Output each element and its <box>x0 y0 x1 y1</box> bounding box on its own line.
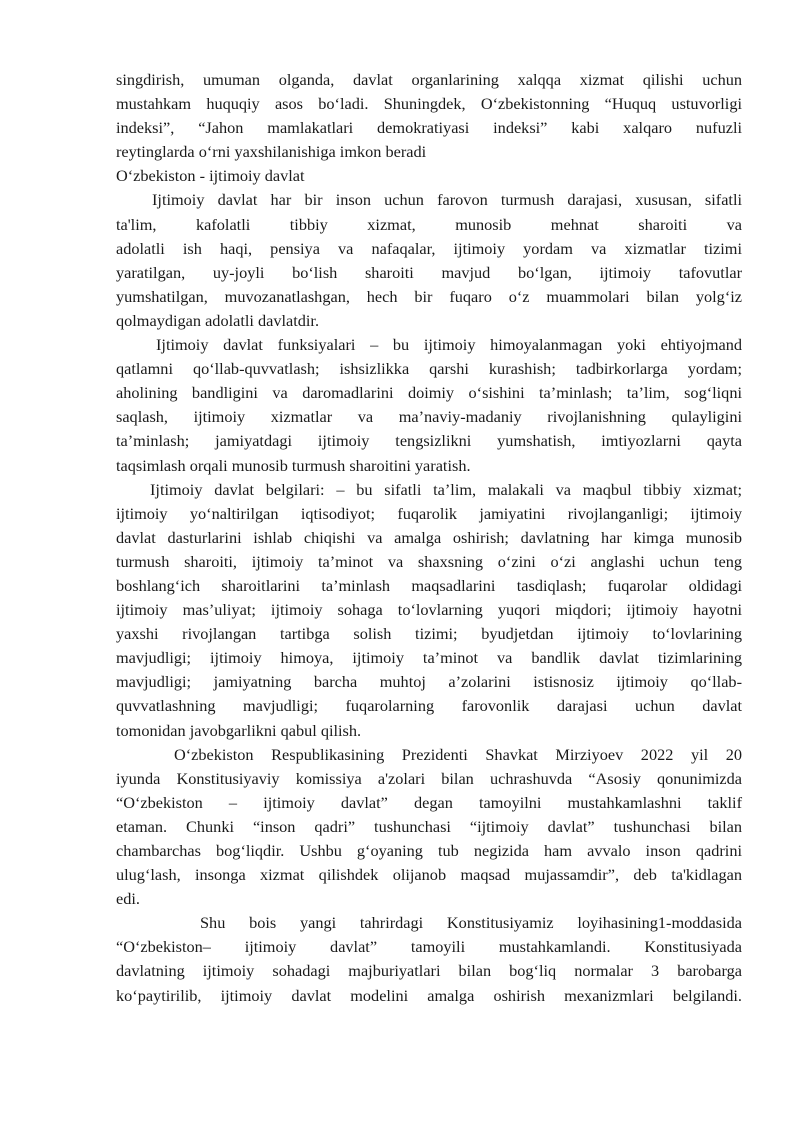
text-line: ta’minlash; jamiyatdagi ijtimoiy tengsizlikni yumshatish, imtiyozlarni qayta <box>116 431 742 451</box>
text-line: qatlamni qo‘llab-quvvatlash; ishsizlikka qarshi kurashish; tadbirkorlarga yordam; <box>116 359 742 379</box>
text-line: ijtimoiy mas’uliyat; ijtimoiy sohaga to‘lovlarning yuqori miqdori; ijtimoiy hayotni <box>116 600 742 620</box>
paragraph-functions <box>116 333 742 478</box>
text-line: saqlash, ijtimoiy xizmatlar va ma’naviy-madaniy rivojlanishning qulayligini <box>116 407 742 427</box>
text-line: “O‘zbekiston – ijtimoiy davlat” degan tamoyilni mustahkamlashni taklif <box>116 792 742 812</box>
text-line: ulug‘lash, insonga xizmat qilishdek olijanob maqsad mujassamdir”, deb ta'kidlagan <box>116 865 742 885</box>
text-line: aholining bandligini va daromadlarini doimiy o‘sishini ta’minlash; ta’lim, sog‘liqni <box>116 383 742 403</box>
text-line: adolatli ish haqi, pensiya va nafaqalar, ijtimoiy yordam va xizmatlar tizimi <box>116 238 742 258</box>
text-line: Ijtimoiy davlat har bir inson uchun farovon turmush darajasi, xususan, sifatli <box>152 190 742 210</box>
text-line: tomonidan javobgarlikni qabul qilish. <box>116 720 362 740</box>
paragraph-constitution <box>116 911 742 1007</box>
paragraph-intro-continuation <box>116 68 742 164</box>
text-line: iyunda Konstitusiyaviy komissiya a'zolari bilan uchrashuvda “Asosiy qonunimizda <box>116 768 742 788</box>
text-line: mavjudligi; ijtimoiy himoya, ijtimoiy ta’minot va bandlik davlat tizimlarining <box>116 648 742 668</box>
text-line: turmush sharoiti, ijtimoiy ta’minot va shaxsning o‘zini o‘zi anglashi uchun teng <box>116 551 742 571</box>
paragraph-president-quote <box>116 743 742 912</box>
text-line: etaman. Chunki “inson qadri” tushunchasi “ijtimoiy davlat” tushunchasi bilan <box>116 816 742 836</box>
text-line: edi. <box>116 889 140 909</box>
text-line: yaxshi rivojlangan tartibga solish tizimi; byudjetdan ijtimoiy to‘lovlarining <box>116 624 742 644</box>
text-line: taqsimlash orqali munosib turmush sharoitini yaratish. <box>116 455 471 475</box>
text-line: ta'lim, kafolatli tibbiy xizmat, munosib mehnat sharoiti va <box>116 214 742 234</box>
paragraph-definition <box>116 188 742 333</box>
text-line: mavjudligi; jamiyatning barcha muhtoj a’zolarini istisnosiz ijtimoiy qo‘llab- <box>116 672 742 692</box>
text-line: yaratilgan, uy-joyli bo‘lish sharoiti mavjud bo‘lgan, ijtimoiy tafovutlar <box>116 262 742 282</box>
paragraph-features <box>116 478 742 743</box>
text-line: quvvatlashning mavjudligi; fuqarolarning farovonlik darajasi uchun davlat <box>116 696 742 716</box>
text-line: yumshatilgan, muvozanatlashgan, hech bir fuqaro o‘z muammolari bilan yolg‘iz <box>116 286 742 306</box>
text-line: Shu bois yangi tahrirdagi Konstitusiyamiz loyihasining1-moddasida <box>200 913 742 933</box>
text-line: boshlang‘ich sharoitlarini ta’minlash maqsadlarini tasdiqlash; fuqarolar oldidagi <box>116 575 742 595</box>
text-line: O‘zbekiston Respublikasining Prezidenti Shavkat Mirziyoev 2022 yil 20 <box>174 744 742 764</box>
text-line: indeksi”, “Jahon mamlakatlari demokratiyasi indeksi” kabi xalqaro nufuzli <box>116 118 742 138</box>
text-line: ko‘paytirilib, ijtimoiy davlat modelini amalga oshirish mexanizmlari belgilandi. <box>116 985 742 1005</box>
text-line: “O‘zbekiston– ijtimoiy davlat” tamoyili mustahkamlandi. Konstitusiyada <box>116 937 742 957</box>
text-line: mustahkam huquqiy asos bo‘ladi. Shuningdek, O‘zbekistonning “Huquq ustuvorligi <box>116 94 742 114</box>
text-line: davlatning ijtimoiy sohadagi majburiyatlari bilan bog‘liq normalar 3 barobarga <box>116 961 742 981</box>
document-page <box>116 68 742 1008</box>
section-heading <box>116 164 742 188</box>
text-line: singdirish, umuman olganda, davlat organlarining xalqqa xizmat qilishi uchun <box>116 70 742 89</box>
text-line: ijtimoiy yo‘naltirilgan iqtisodiyot; fuqarolik jamiyatini rivojlanganligi; ijtimoiy <box>116 503 742 523</box>
text-line: O‘zbekiston - ijtimoiy davlat <box>116 166 305 186</box>
text-line: Ijtimoiy davlat belgilari: – bu sifatli ta’lim, malakali va maqbul tibbiy xizmat; <box>150 479 742 499</box>
text-line: reytinglarda o‘rni yaxshilanishiga imkon beradi <box>116 142 427 162</box>
text-line: Ijtimoiy davlat funksiyalari – bu ijtimoiy himoyalanmagan yoki ehtiyojmand <box>156 335 742 355</box>
text-line: chambarchas bog‘liqdir. Ushbu g‘oyaning tub negizida ham avvalo inson qadrini <box>116 841 742 860</box>
text-line: davlat dasturlarini ishlab chiqishi va amalga oshirish; davlatning har kimga munosib <box>116 527 742 547</box>
text-line: qolmaydigan adolatli davlatdir. <box>116 310 320 330</box>
